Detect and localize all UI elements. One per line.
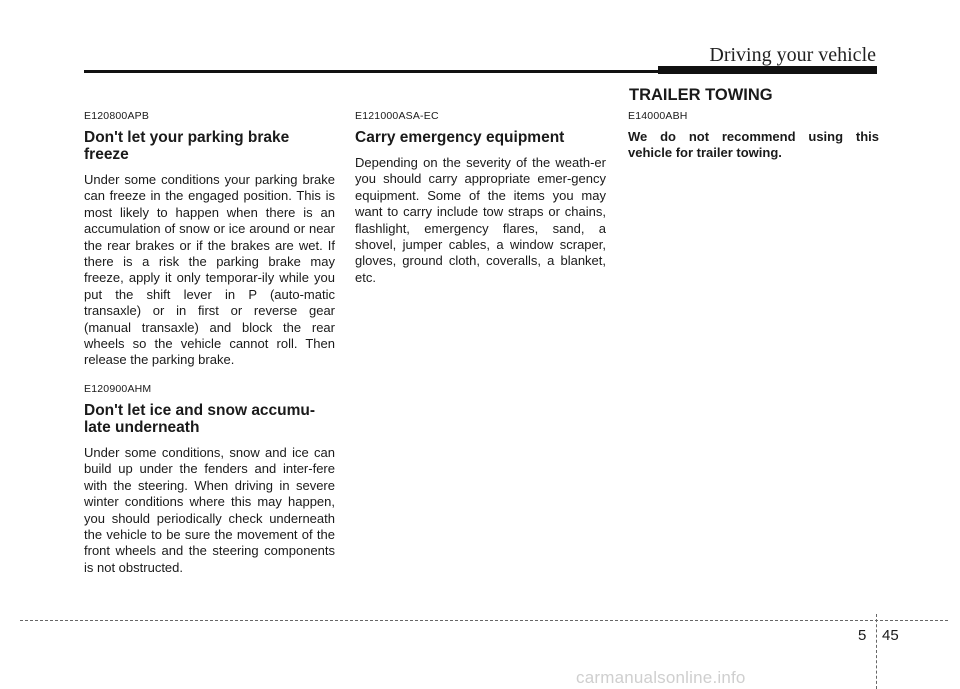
- section-body: Depending on the severity of the weath-er you should carry appropriate emer-gency equipment. Some of the items you may want to carry include tow straps or chains, flashlight, emergency flares, sand, a shovel, jumper cables, a window scraper, gloves, ground cloth, coveralls, a blanket, etc.: [355, 155, 606, 285]
- right-column: [628, 110, 879, 162]
- section-heading: Carry emergency equipment: [355, 129, 565, 146]
- section-heading: Don't let ice and snow accumu-late underneath: [84, 401, 316, 436]
- footer-rule: [20, 620, 948, 621]
- section-code: E14000ABH: [628, 110, 688, 122]
- section-body: Under some conditions your parking brake can freeze in the engaged position. This is most likely to happen when there is an accumulation of snow or ice around or near the rear brakes or if the brakes are wet. If there is a risk the parking brake may freeze, apply it only temporar-ily while you put the shift lever in P (auto-matic transaxle) or in first or reverse gear (manual transaxle) and block the rear wheels so the vehicle cannot roll. Then release the parking brake.: [84, 172, 335, 368]
- middle-column: [355, 110, 606, 286]
- left-column: [84, 110, 335, 576]
- trailer-towing-title: TRAILER TOWING: [629, 86, 773, 104]
- section-code: E120800APB: [84, 110, 150, 122]
- section-heading: Don't let your parking brake freeze: [84, 129, 290, 163]
- page-header-title: Driving your vehicle: [709, 44, 876, 66]
- watermark: carmanualsonline.info: [576, 668, 746, 687]
- chapter-number: 5: [858, 627, 867, 644]
- section-body: Under some conditions, snow and ice can build up under the fenders and inter-fere with the steering. When driving in severe winter conditions where this may happen, you should periodically check underneath the vehicle to be sure the movement of the front wheels and the steering components is not obstructed.: [84, 444, 335, 575]
- header-bar: [658, 66, 877, 74]
- section-code: E120900AHM: [84, 382, 152, 395]
- section-code: E121000ASA-EC: [355, 110, 439, 122]
- header-rule: [84, 70, 658, 73]
- footer-divider: [876, 614, 877, 689]
- section-body: We do not recommend using this vehicle for trailer towing.: [628, 129, 879, 161]
- page-number: 45: [882, 627, 899, 644]
